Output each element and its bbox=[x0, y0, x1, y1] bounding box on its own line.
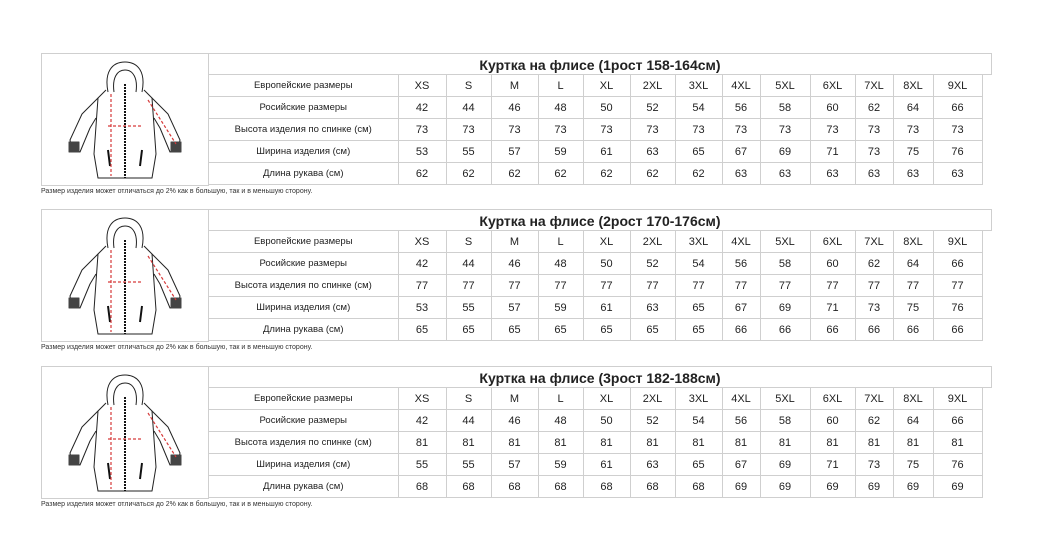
size-cell: 42 bbox=[398, 97, 446, 119]
size-cell: 62 bbox=[446, 163, 491, 185]
size-cell: 69 bbox=[933, 476, 982, 498]
size-cell: 66 bbox=[933, 97, 982, 119]
size-cell: L bbox=[538, 231, 583, 253]
size-cell: 66 bbox=[810, 319, 855, 341]
size-row bbox=[209, 319, 982, 341]
size-cell: 48 bbox=[538, 253, 583, 275]
size-cell: 68 bbox=[583, 476, 630, 498]
size-cell: 76 bbox=[933, 297, 982, 319]
size-cell: 62 bbox=[855, 253, 893, 275]
size-row bbox=[209, 432, 982, 454]
size-cell: 81 bbox=[855, 432, 893, 454]
size-cell: 63 bbox=[630, 454, 675, 476]
size-cell: 52 bbox=[630, 97, 675, 119]
size-cell: 2XL bbox=[630, 388, 675, 410]
size-cell: 75 bbox=[893, 297, 933, 319]
size-cell: 68 bbox=[675, 476, 722, 498]
size-cell: 55 bbox=[446, 141, 491, 163]
size-cell: 44 bbox=[446, 253, 491, 275]
size-cell: 63 bbox=[760, 163, 810, 185]
size-cell: 60 bbox=[810, 410, 855, 432]
row-label: Длина рукава (см) bbox=[209, 476, 398, 498]
size-cell: 77 bbox=[398, 275, 446, 297]
size-cell: 46 bbox=[491, 410, 538, 432]
size-cell: 59 bbox=[538, 454, 583, 476]
size-cell: 60 bbox=[810, 253, 855, 275]
size-cell: 73 bbox=[446, 119, 491, 141]
row-label: Длина рукава (см) bbox=[209, 319, 398, 341]
size-cell: 77 bbox=[855, 275, 893, 297]
size-table-wrap bbox=[209, 53, 992, 186]
size-cell: M bbox=[491, 388, 538, 410]
row-label: Высота изделия по спинке (см) bbox=[209, 119, 398, 141]
size-cell: 68 bbox=[446, 476, 491, 498]
size-cell: 62 bbox=[630, 163, 675, 185]
size-cell: 62 bbox=[855, 97, 893, 119]
size-cell: 67 bbox=[722, 297, 760, 319]
size-cell: 54 bbox=[675, 253, 722, 275]
size-cell: 81 bbox=[810, 432, 855, 454]
size-cell: 68 bbox=[491, 476, 538, 498]
size-cell: 69 bbox=[760, 476, 810, 498]
size-cell: 54 bbox=[675, 410, 722, 432]
size-row bbox=[209, 119, 982, 141]
size-cell: XS bbox=[398, 75, 446, 97]
section-title: Куртка на флисе (2рост 170-176см) bbox=[209, 209, 992, 231]
size-cell: 69 bbox=[760, 297, 810, 319]
size-tolerance-note: Размер изделия может отличаться до 2% как в большую, так и в меньшую сторону. bbox=[41, 188, 313, 195]
size-row bbox=[209, 454, 982, 476]
size-cell: 7XL bbox=[855, 75, 893, 97]
row-label: Росийские размеры bbox=[209, 253, 398, 275]
size-cell: 73 bbox=[933, 119, 982, 141]
size-cell: 69 bbox=[893, 476, 933, 498]
size-cell: 66 bbox=[933, 319, 982, 341]
size-cell: 53 bbox=[398, 141, 446, 163]
size-cell: 42 bbox=[398, 410, 446, 432]
size-cell: L bbox=[538, 75, 583, 97]
size-cell: 56 bbox=[722, 97, 760, 119]
size-cell: 57 bbox=[491, 141, 538, 163]
jacket-illustration-cell bbox=[41, 366, 209, 499]
size-cell: 63 bbox=[630, 297, 675, 319]
size-cell: M bbox=[491, 231, 538, 253]
size-cell: 44 bbox=[446, 410, 491, 432]
size-cell: 77 bbox=[630, 275, 675, 297]
jacket-illustration-cell bbox=[41, 53, 209, 186]
size-cell: 63 bbox=[893, 163, 933, 185]
size-cell: 68 bbox=[630, 476, 675, 498]
size-cell: 7XL bbox=[855, 388, 893, 410]
size-cell: M bbox=[491, 75, 538, 97]
size-table-wrap bbox=[209, 366, 992, 499]
size-cell: 67 bbox=[722, 454, 760, 476]
size-cell: 50 bbox=[583, 410, 630, 432]
size-cell: 44 bbox=[446, 97, 491, 119]
size-cell: 63 bbox=[630, 141, 675, 163]
size-cell: 7XL bbox=[855, 231, 893, 253]
size-table bbox=[209, 388, 983, 498]
size-cell: 73 bbox=[855, 297, 893, 319]
size-cell: XL bbox=[583, 388, 630, 410]
size-cell: 4XL bbox=[722, 231, 760, 253]
size-cell: S bbox=[446, 75, 491, 97]
size-cell: 63 bbox=[722, 163, 760, 185]
size-cell: 6XL bbox=[810, 231, 855, 253]
size-cell: 73 bbox=[538, 119, 583, 141]
row-label: Ширина изделия (см) bbox=[209, 141, 398, 163]
size-cell: 75 bbox=[893, 454, 933, 476]
size-cell: 77 bbox=[722, 275, 760, 297]
size-cell: 65 bbox=[398, 319, 446, 341]
size-cell: 76 bbox=[933, 141, 982, 163]
size-row bbox=[209, 476, 982, 498]
size-cell: 62 bbox=[675, 163, 722, 185]
size-cell: 55 bbox=[446, 297, 491, 319]
size-cell: 9XL bbox=[933, 231, 982, 253]
size-cell: 73 bbox=[855, 141, 893, 163]
size-cell: 67 bbox=[722, 141, 760, 163]
size-cell: 3XL bbox=[675, 231, 722, 253]
size-cell: 77 bbox=[538, 275, 583, 297]
row-label: Росийские размеры bbox=[209, 97, 398, 119]
size-cell: 62 bbox=[398, 163, 446, 185]
size-cell: 46 bbox=[491, 97, 538, 119]
size-cell: 42 bbox=[398, 253, 446, 275]
size-cell: 56 bbox=[722, 253, 760, 275]
size-cell: 81 bbox=[446, 432, 491, 454]
size-cell: 66 bbox=[933, 410, 982, 432]
size-cell: 66 bbox=[855, 319, 893, 341]
row-label: Ширина изделия (см) bbox=[209, 297, 398, 319]
size-cell: 81 bbox=[722, 432, 760, 454]
size-cell: 66 bbox=[722, 319, 760, 341]
size-cell: 3XL bbox=[675, 388, 722, 410]
size-cell: 77 bbox=[675, 275, 722, 297]
size-cell: 65 bbox=[675, 297, 722, 319]
size-cell: 66 bbox=[933, 253, 982, 275]
size-cell: S bbox=[446, 231, 491, 253]
size-cell: 69 bbox=[760, 454, 810, 476]
size-cell: 8XL bbox=[893, 231, 933, 253]
size-cell: 66 bbox=[893, 319, 933, 341]
size-cell: 63 bbox=[855, 163, 893, 185]
size-cell: 69 bbox=[722, 476, 760, 498]
size-tolerance-note: Размер изделия может отличаться до 2% как в большую, так и в меньшую сторону. bbox=[41, 344, 313, 351]
size-row bbox=[209, 97, 982, 119]
size-cell: 5XL bbox=[760, 75, 810, 97]
size-cell: 2XL bbox=[630, 231, 675, 253]
size-cell: 59 bbox=[538, 141, 583, 163]
size-cell: 73 bbox=[583, 119, 630, 141]
size-cell: 69 bbox=[810, 476, 855, 498]
size-cell: 50 bbox=[583, 97, 630, 119]
size-cell: 77 bbox=[760, 275, 810, 297]
row-label: Европейские размеры bbox=[209, 388, 398, 410]
size-cell: 8XL bbox=[893, 75, 933, 97]
size-row bbox=[209, 253, 982, 275]
jacket-illustration-cell bbox=[41, 209, 209, 342]
row-label: Европейские размеры bbox=[209, 231, 398, 253]
size-cell: 81 bbox=[893, 432, 933, 454]
size-cell: 64 bbox=[893, 410, 933, 432]
size-cell: 73 bbox=[893, 119, 933, 141]
size-cell: 73 bbox=[855, 119, 893, 141]
size-cell: 69 bbox=[855, 476, 893, 498]
size-cell: 77 bbox=[491, 275, 538, 297]
size-cell: 65 bbox=[675, 141, 722, 163]
size-cell: 3XL bbox=[675, 75, 722, 97]
size-cell: 77 bbox=[893, 275, 933, 297]
size-cell: 61 bbox=[583, 297, 630, 319]
size-cell: 63 bbox=[810, 163, 855, 185]
size-cell: 2XL bbox=[630, 75, 675, 97]
size-cell: 4XL bbox=[722, 388, 760, 410]
size-cell: 73 bbox=[630, 119, 675, 141]
size-cell: XS bbox=[398, 231, 446, 253]
size-cell: 68 bbox=[398, 476, 446, 498]
section-title: Куртка на флисе (1рост 158-164см) bbox=[209, 53, 992, 75]
size-cell: 73 bbox=[855, 454, 893, 476]
size-cell: 81 bbox=[675, 432, 722, 454]
size-cell: 61 bbox=[583, 141, 630, 163]
size-cell: 46 bbox=[491, 253, 538, 275]
size-cell: 60 bbox=[810, 97, 855, 119]
size-cell: 73 bbox=[491, 119, 538, 141]
size-cell: 6XL bbox=[810, 388, 855, 410]
size-cell: 50 bbox=[583, 253, 630, 275]
size-cell: 81 bbox=[583, 432, 630, 454]
size-cell: 71 bbox=[810, 297, 855, 319]
size-cell: 76 bbox=[933, 454, 982, 476]
size-row bbox=[209, 163, 982, 185]
size-cell: 62 bbox=[583, 163, 630, 185]
size-row bbox=[209, 410, 982, 432]
row-label: Ширина изделия (см) bbox=[209, 454, 398, 476]
size-cell: 52 bbox=[630, 410, 675, 432]
size-cell: 53 bbox=[398, 297, 446, 319]
size-cell: 65 bbox=[675, 319, 722, 341]
row-label: Высота изделия по спинке (см) bbox=[209, 275, 398, 297]
size-cell: 62 bbox=[538, 163, 583, 185]
size-cell: 56 bbox=[722, 410, 760, 432]
size-cell: 65 bbox=[583, 319, 630, 341]
row-label: Высота изделия по спинке (см) bbox=[209, 432, 398, 454]
size-cell: 77 bbox=[446, 275, 491, 297]
size-cell: 81 bbox=[933, 432, 982, 454]
size-cell: 8XL bbox=[893, 388, 933, 410]
size-cell: 71 bbox=[810, 454, 855, 476]
size-cell: 81 bbox=[760, 432, 810, 454]
size-cell: 64 bbox=[893, 253, 933, 275]
size-cell: XL bbox=[583, 231, 630, 253]
size-cell: 73 bbox=[722, 119, 760, 141]
size-cell: 73 bbox=[810, 119, 855, 141]
size-cell: 54 bbox=[675, 97, 722, 119]
size-cell: 59 bbox=[538, 297, 583, 319]
size-cell: 73 bbox=[398, 119, 446, 141]
size-cell: 48 bbox=[538, 410, 583, 432]
size-cell: 6XL bbox=[810, 75, 855, 97]
size-cell: 75 bbox=[893, 141, 933, 163]
row-label: Росийские размеры bbox=[209, 410, 398, 432]
size-cell: 58 bbox=[760, 253, 810, 275]
size-cell: 61 bbox=[583, 454, 630, 476]
size-cell: 81 bbox=[398, 432, 446, 454]
size-row bbox=[209, 141, 982, 163]
size-cell: 65 bbox=[630, 319, 675, 341]
section-title: Куртка на флисе (3рост 182-188см) bbox=[209, 366, 992, 388]
size-row bbox=[209, 388, 982, 410]
size-cell: 73 bbox=[675, 119, 722, 141]
size-row bbox=[209, 75, 982, 97]
size-cell: 69 bbox=[760, 141, 810, 163]
size-cell: 4XL bbox=[722, 75, 760, 97]
size-cell: 71 bbox=[810, 141, 855, 163]
size-cell: 77 bbox=[810, 275, 855, 297]
size-cell: 58 bbox=[760, 410, 810, 432]
row-label: Европейские размеры bbox=[209, 75, 398, 97]
size-cell: 63 bbox=[933, 163, 982, 185]
size-cell: 66 bbox=[760, 319, 810, 341]
size-cell: S bbox=[446, 388, 491, 410]
size-tolerance-note: Размер изделия может отличаться до 2% как в большую, так и в меньшую сторону. bbox=[41, 501, 313, 508]
size-cell: XS bbox=[398, 388, 446, 410]
size-cell: 81 bbox=[491, 432, 538, 454]
size-cell: 73 bbox=[760, 119, 810, 141]
size-cell: 81 bbox=[630, 432, 675, 454]
size-cell: 65 bbox=[538, 319, 583, 341]
size-cell: 65 bbox=[446, 319, 491, 341]
size-cell: 55 bbox=[446, 454, 491, 476]
size-cell: 57 bbox=[491, 297, 538, 319]
size-table-wrap bbox=[209, 209, 992, 342]
size-cell: 57 bbox=[491, 454, 538, 476]
size-cell: 68 bbox=[538, 476, 583, 498]
jacket-illustration bbox=[42, 367, 208, 498]
size-cell: 48 bbox=[538, 97, 583, 119]
size-cell: 52 bbox=[630, 253, 675, 275]
size-cell: L bbox=[538, 388, 583, 410]
size-cell: 64 bbox=[893, 97, 933, 119]
size-row bbox=[209, 275, 982, 297]
size-cell: 9XL bbox=[933, 75, 982, 97]
size-cell: 65 bbox=[491, 319, 538, 341]
size-cell: 9XL bbox=[933, 388, 982, 410]
size-cell: 55 bbox=[398, 454, 446, 476]
size-cell: XL bbox=[583, 75, 630, 97]
size-cell: 81 bbox=[538, 432, 583, 454]
jacket-illustration bbox=[42, 210, 208, 341]
size-cell: 5XL bbox=[760, 388, 810, 410]
size-cell: 65 bbox=[675, 454, 722, 476]
size-cell: 62 bbox=[491, 163, 538, 185]
size-cell: 77 bbox=[583, 275, 630, 297]
size-cell: 62 bbox=[855, 410, 893, 432]
size-row bbox=[209, 231, 982, 253]
size-row bbox=[209, 297, 982, 319]
row-label: Длина рукава (см) bbox=[209, 163, 398, 185]
size-cell: 58 bbox=[760, 97, 810, 119]
size-table bbox=[209, 75, 983, 185]
size-cell: 77 bbox=[933, 275, 982, 297]
jacket-illustration bbox=[42, 54, 208, 185]
size-table bbox=[209, 231, 983, 341]
size-cell: 5XL bbox=[760, 231, 810, 253]
